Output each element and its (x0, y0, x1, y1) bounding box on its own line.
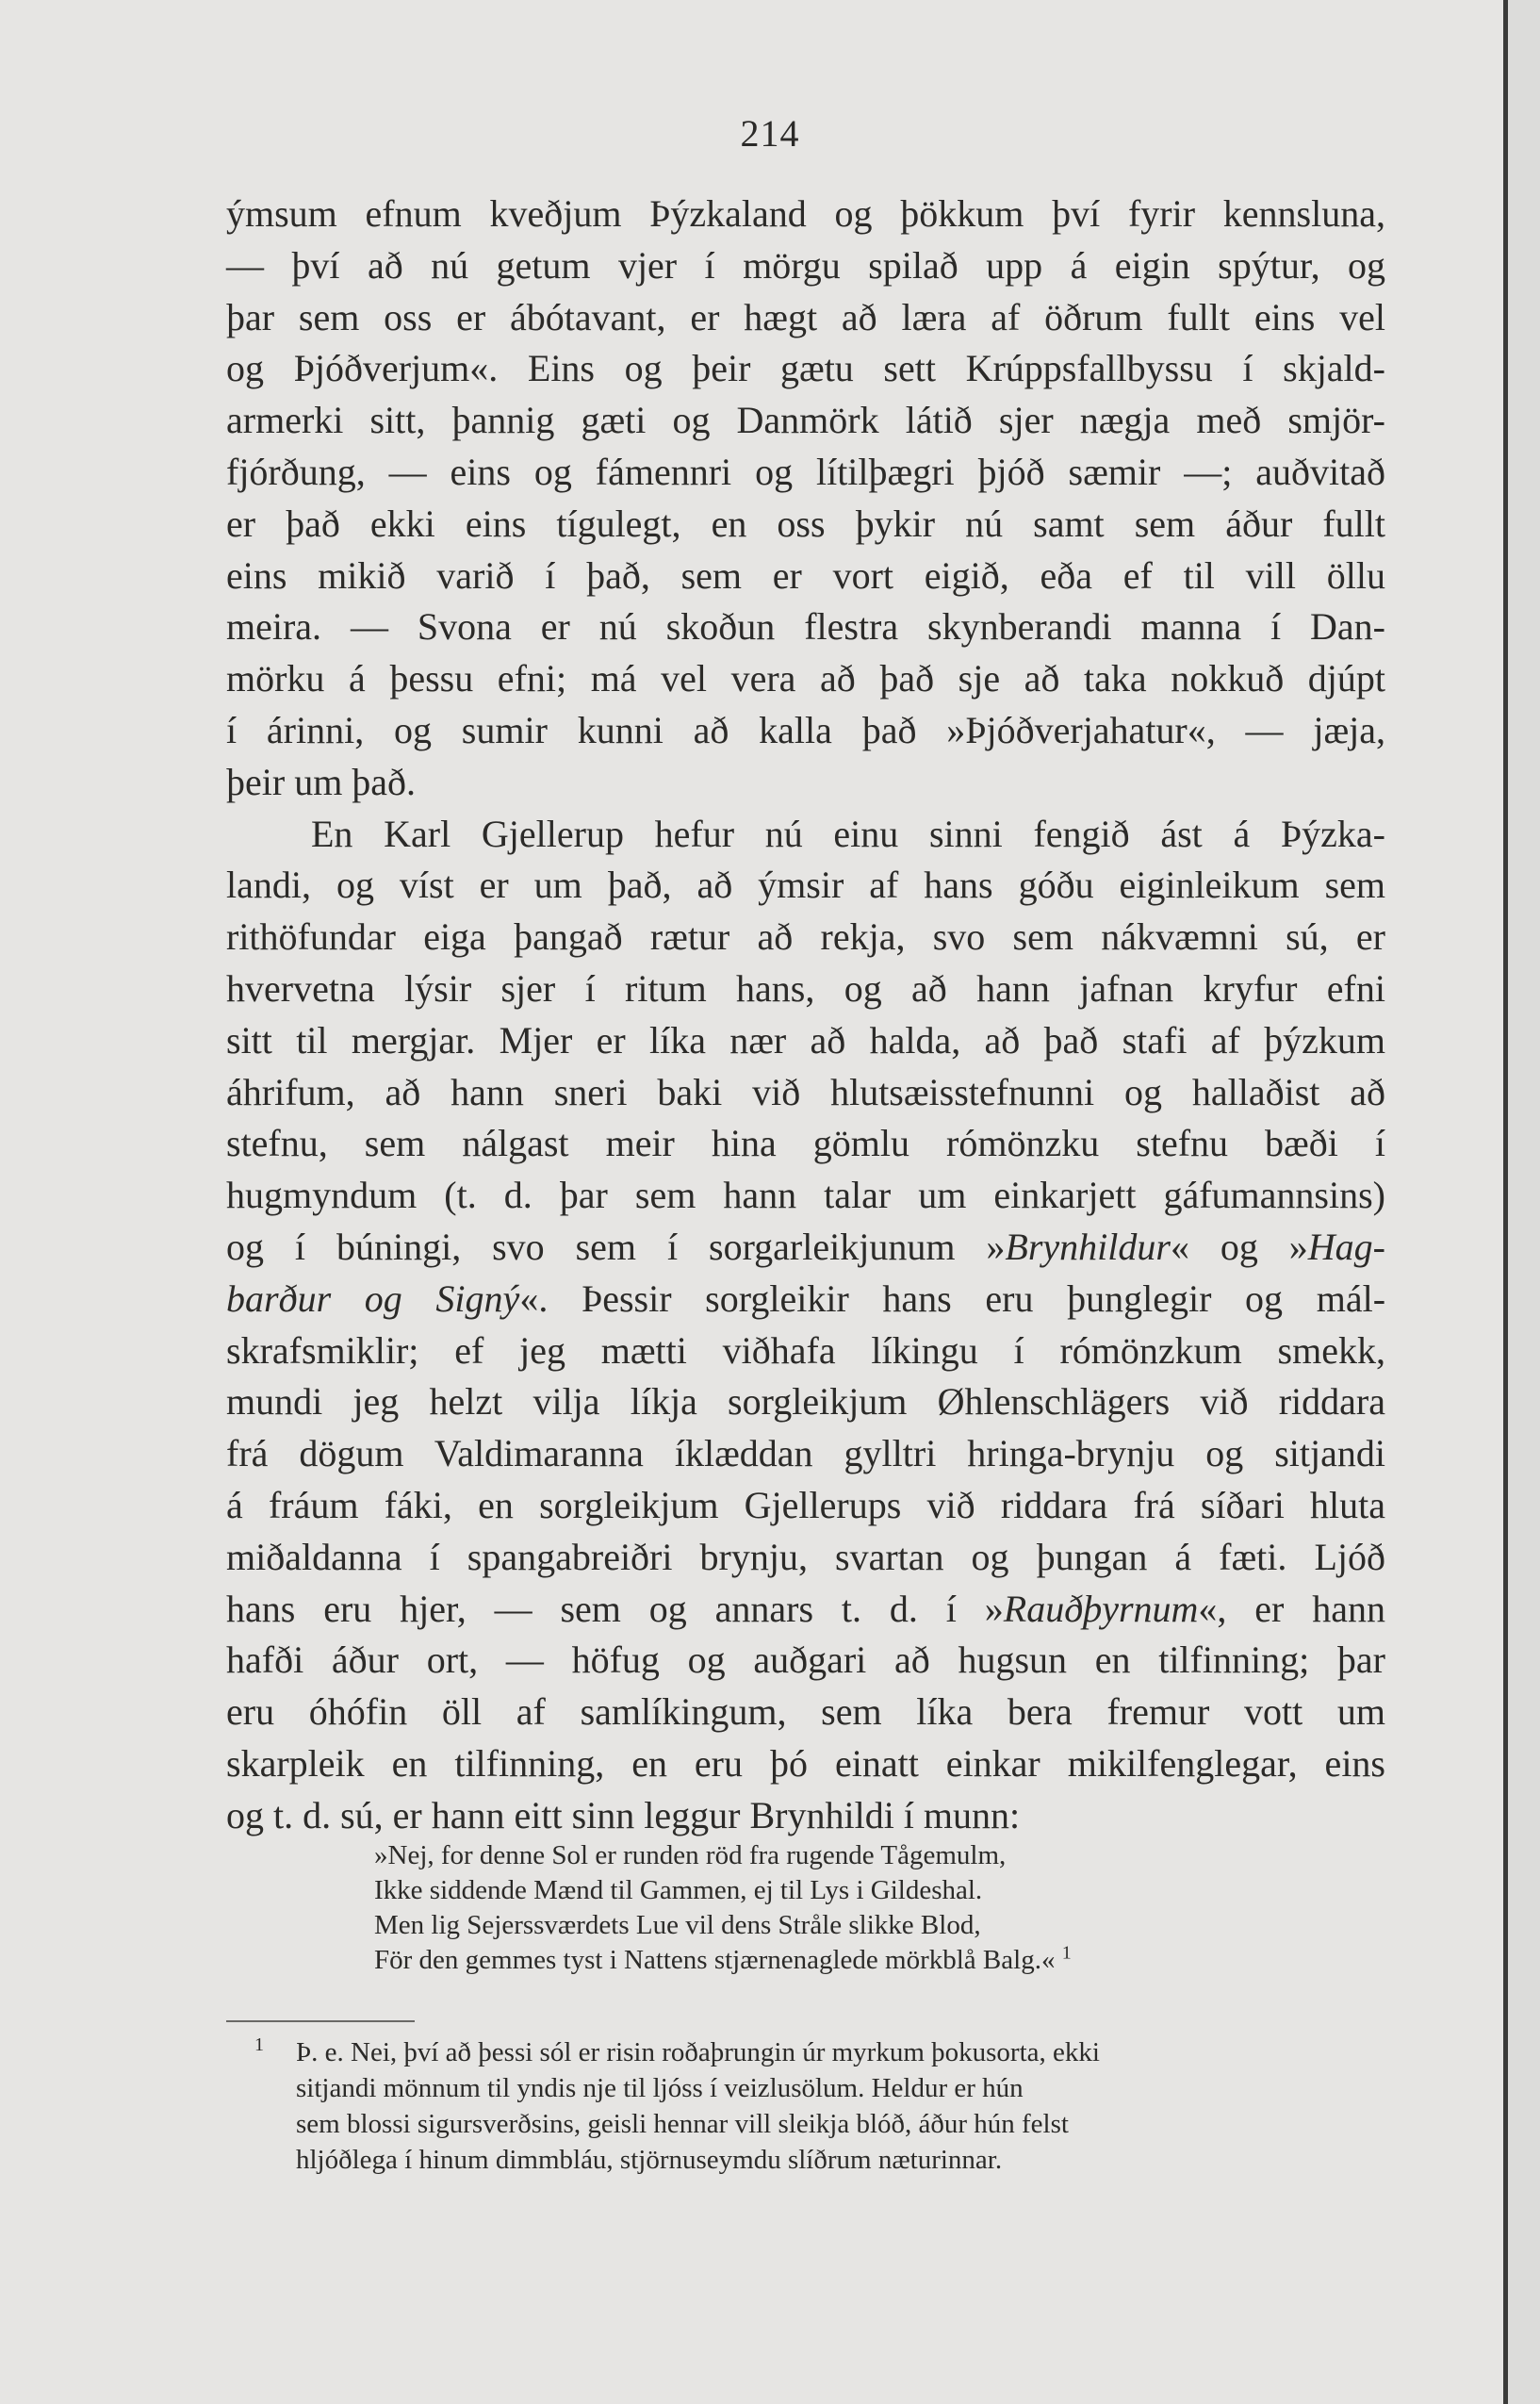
text-line: frá dögum Valdimaranna íklæddan gylltri hringa-brynju og sitjandi (226, 1432, 1385, 1475)
footnote-line: sitjandi mönnum til yndis nje til ljóss í veizlusölum. Heldur er hún (296, 2073, 1024, 2103)
title-brynhildur: Brynhildur (1005, 1225, 1171, 1268)
text-segment: hans eru hjer, — sem og annars t. d. í » (226, 1587, 1004, 1630)
text-line: stefnu, sem nálgast meir hina gömlu rómönzku stefnu bæði í (226, 1122, 1385, 1165)
text-line (226, 1222, 1385, 1274)
text-line: eru óhófin öll af samlíkingum, sem líka bera fremur vott um (226, 1690, 1385, 1734)
text-segment: «. Þessir sorgleikir hans eru þunglegir og mál- (519, 1276, 1386, 1320)
text-line: skarpleik en tilfinning, en eru þó einatt einkar mikilfenglegar, eins (226, 1741, 1385, 1785)
text-line (226, 1584, 1385, 1636)
text-line: og Þjóðverjum«. Eins og þeir gætu sett Krúppsfallbyssu í skjald- (226, 347, 1385, 390)
text-line: hugmyndum (t. d. þar sem hann talar um einkarjett gáfumannsins) (226, 1174, 1385, 1217)
poem-line: »Nej, for denne Sol er runden röd fra rugende Tågemulm, (374, 1840, 1007, 1870)
text-line: áhrifum, að hann sneri baki við hlutsæisstefnunni og hallaðist að (226, 1070, 1385, 1113)
footnote-line: sem blossi sigursverðsins, geisli hennar vill sleikja blóð, áður hún felst (296, 2109, 1069, 2139)
text-line: hafði áður ort, — höfug og auðgari að hugsun en tilfinning; þar (226, 1638, 1385, 1682)
text-line: eins mikið varið í það, sem er vort eigið, eða ef til vill öllu (226, 553, 1385, 597)
footnote-reference: 1 (1061, 1942, 1072, 1964)
text-line: fjórðung, — eins og fámennri og lítilþægri þjóð sæmir —; auðvitað (226, 450, 1385, 493)
text-segment: og í búningi, svo sem í sorgarleikjunum » (226, 1225, 1006, 1268)
poem-line: Men lig Sejerssværdets Lue vil dens Stråle slikke Blod, (374, 1910, 981, 1940)
text-line: ýmsum efnum kveðjum Þýzkaland og þökkum því fyrir kennsluna, (226, 192, 1385, 235)
text-line: meira. — Svona er nú skoðun flestra skynberandi manna í Dan- (226, 605, 1385, 649)
poem-text: För den gemmes tyst i Nattens stjærnenaglede mörkblå Balg.« (374, 1945, 1056, 1975)
text-line: er það ekki eins tígulegt, en oss þykir nú samt sem áður fullt (226, 502, 1385, 545)
text-line: mörku á þessu efni; má vel vera að það sje að taka nokkuð djúpt (226, 657, 1385, 700)
footnote-text: Þ. e. Nei, því að þessi sól er risin roðaþrungin úr myrkum þokusorta, ekki (296, 2037, 1100, 2067)
poem-quote (374, 1838, 1317, 1978)
text-line-paragraph-start: En Karl Gjellerup hefur nú einu sinni fengið ást á Þýzka- (311, 812, 1385, 855)
text-line: sitt til mergjar. Mjer er líka nær að halda, að það stafi af þýzkum (226, 1018, 1385, 1062)
text-line: miðaldanna í spangabreiðri brynju, svartan og þungan á fæti. Ljóð (226, 1535, 1385, 1578)
text-line: landi, og víst er um það, að ýmsir af hans góðu eiginleikum sem (226, 864, 1385, 907)
title-hagbardur-end: barður og Signý (226, 1276, 520, 1320)
text-line: þeir um það. (226, 760, 417, 803)
text-line: þar sem oss er ábótavant, er hægt að læra af öðrum fullt eins vel (226, 295, 1385, 338)
page-number: 214 (740, 112, 800, 155)
footnote-line: 1 Þ. e. Nei, því að þessi sól er risin roðaþrungin úr myrkum þokusorta, ekki (254, 2034, 1100, 2067)
footnote-line: hljóðlega í hinum dimmbláu, stjörnuseymdu slíðrum næturinnar. (296, 2145, 1003, 2175)
text-line: og t. d. sú, er hann eitt sinn leggur Brynhildi í munn: (226, 1793, 1021, 1836)
text-line: skrafsmiklir; ef jeg mætti viðhafa líkingu í rómönzkum smekk, (226, 1328, 1385, 1372)
text-line: mundi jeg helzt vilja líkja sorgleikjum Øhlenschlägers við riddara (226, 1380, 1385, 1424)
title-hagbardur-start: Hag- (1307, 1225, 1386, 1268)
text-line: á fráum fáki, en sorgleikjum Gjellerups við riddara frá síðari hluta (226, 1483, 1385, 1526)
next-page-edge (1508, 0, 1540, 2404)
text-line: — því að nú getum vjer í mörgu spilað upp á eigin spýtur, og (226, 243, 1385, 287)
text-segment: « og » (1170, 1225, 1308, 1268)
text-line: armerki sitt, þannig gæti og Danmörk látið sjer nægja með smjör- (226, 399, 1385, 442)
text-segment: «, er hann (1198, 1587, 1385, 1630)
footnote (254, 2034, 1385, 2178)
text-line: í árinni, og sumir kunni að kalla það »Þjóðverjahatur«, — jæja, (226, 708, 1385, 751)
footnote-divider (226, 2020, 415, 2022)
poem-line (374, 1943, 1317, 1978)
text-line: rithöfundar eiga þangað rætur að rekja, svo sem nákvæmni sú, er (226, 915, 1385, 959)
poem-line: Ikke siddende Mænd til Gammen, ej til Lys i Gildeshal. (374, 1875, 983, 1905)
text-line: hvervetna lýsir sjer í ritum hans, og að hann jafnan kryfur efni (226, 966, 1385, 1010)
title-raudthyrnum: Rauðþyrnum (1003, 1587, 1199, 1630)
body-text (226, 189, 1385, 1842)
text-line (226, 1274, 1385, 1325)
